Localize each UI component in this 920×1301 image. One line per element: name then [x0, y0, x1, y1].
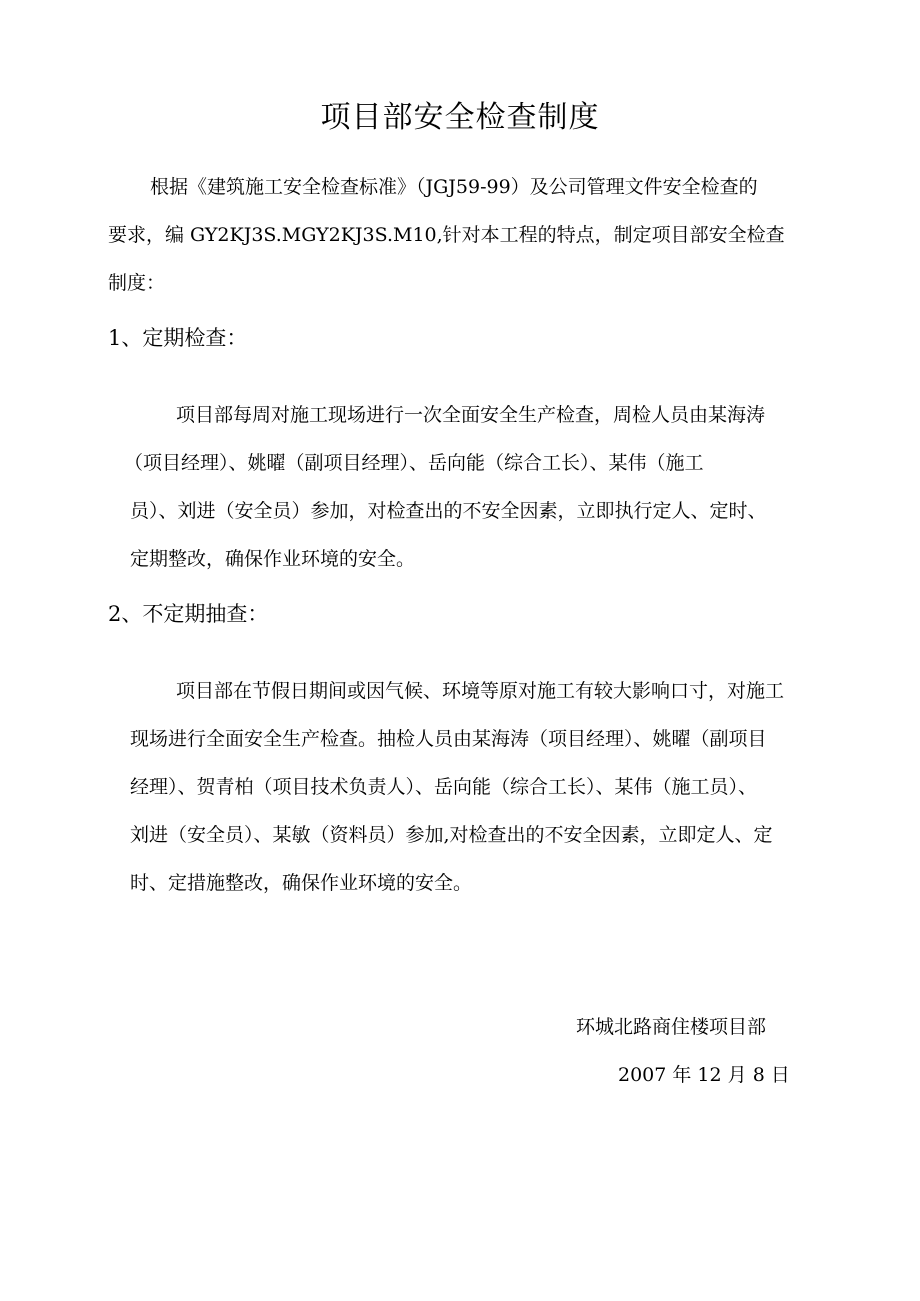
page-title: 项目部安全检查制度 — [320, 100, 600, 135]
signature-organization: 环城北路商住楼项目部 — [576, 1016, 767, 1038]
intro-line-1: 根据《建筑施工安全检查标准》（JGJ59-99）及公司管理文件安全检查的 — [150, 176, 758, 198]
section-1-line-2: （项目经理）、姚曜（副项目经理）、岳向能（综合工长）、某伟（施工 — [124, 452, 704, 474]
intro-line-3: 制度： — [108, 272, 166, 294]
signature-date: 2007 年 12 月 8 日 — [618, 1064, 790, 1086]
section-1-line-4: 定期整改，确保作业环境的安全。 — [130, 548, 416, 570]
intro-line-2: 要求，编 GY2KJ3S.MGY2KJ3S.M10,针对本工程的特点，制定项目部安全检查 — [108, 224, 785, 246]
section-1-line-3: 员）、刘进（安全员）参加，对检查出的不安全因素，立即执行定人、定时、 — [130, 500, 767, 522]
section-1-heading: 1、定期检查： — [108, 326, 248, 350]
section-2-heading: 2、不定期抽查： — [108, 602, 269, 626]
section-2-line-4: 刘进（安全员）、某敏（资料员）参加,对检查出的不安全因素，立即定人、定 — [130, 824, 773, 846]
section-2-line-3: 经理）、贺青柏（项目技术负责人）、岳向能（综合工长）、某伟（施工员）、 — [130, 776, 758, 798]
section-2-line-5: 时、定措施整改，确保作业环境的安全。 — [130, 872, 473, 894]
section-2-line-2: 现场进行全面安全生产检查。抽检人员由某海涛（项目经理）、姚曜（副项目 — [130, 728, 767, 750]
section-2-line-1: 项目部在节假日期间或因气候、环境等原对施工有较大影响口寸，对施工 — [176, 680, 785, 702]
section-1-line-1: 项目部每周对施工现场进行一次全面安全生产检查，周检人员由某海涛 — [176, 404, 766, 426]
